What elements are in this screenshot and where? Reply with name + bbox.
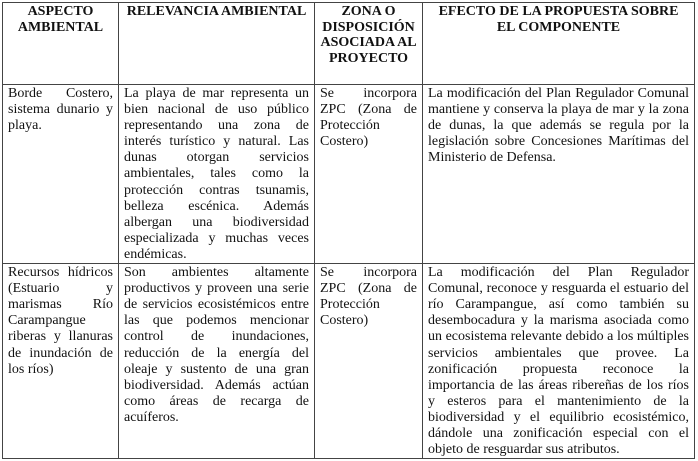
cell-efecto: La modificación del Plan Regulador Comunal mantiene y conserva la playa de mar y la zona de dunas, la que además se regula por la legislación sobre Concesiones Marítimas del Ministerio de Defensa.	[423, 85, 695, 264]
table-row	[3, 264, 695, 459]
cell-efecto: La modificación del Plan Regulador Comunal, reconoce y resguarda el estuario del río Carampangue, así como también su desembocadura y la marisma asociada como un ecosistema relevante debido a los múltiples servicios ambientales que provee. La zonificación propuesta reconoce la importancia de las áreas ribereñas de los ríos y esteros para el mantenimiento de la biodiversidad y el equilibrio ecosistémico, dándole una zonificación especial con el objeto de resguardar sus atributos.	[423, 264, 695, 459]
cell-zona: Se incorpora ZPC (Zona de Protección Costero)	[315, 85, 423, 264]
header-relevancia-ambiental: RELEVANCIA AMBIENTAL	[119, 3, 315, 85]
header-zona-disposicion: ZONA O DISPOSICIÓN ASOCIADA AL PROYECTO	[315, 3, 423, 85]
environmental-aspects-table	[2, 2, 695, 459]
table-row	[3, 85, 695, 264]
cell-relevancia: La playa de mar representa un bien nacional de uso público representando una zona de interés turístico y natural. Las dunas otorgan servicios ambientales, tales como la protección contras tsunamis, belleza escénica. Además albergan una biodiversidad especializada y muchas veces endémicas.	[119, 85, 315, 264]
cell-aspecto: Recursos hídricos (Estuario y marismas Río Carampangue riberas y llanuras de inundación de los ríos)	[3, 264, 119, 459]
header-efecto-propuesta: EFECTO DE LA PROPUESTA SOBRE EL COMPONENTE	[423, 3, 695, 85]
cell-relevancia: Son ambientes altamente productivos y proveen una serie de servicios ecosistémicos entre las que podemos mencionar control de inundaciones, reducción de la energía del oleaje y sustento de una gran biodiversidad. Además actúan como áreas de recarga de acuíferos.	[119, 264, 315, 459]
header-aspecto-ambiental: ASPECTO AMBIENTAL	[3, 3, 119, 85]
cell-aspecto: Borde Costero, sistema dunario y playa.	[3, 85, 119, 264]
cell-zona: Se incorpora ZPC (Zona de Protección Costero)	[315, 264, 423, 459]
table-header-row	[3, 3, 695, 85]
